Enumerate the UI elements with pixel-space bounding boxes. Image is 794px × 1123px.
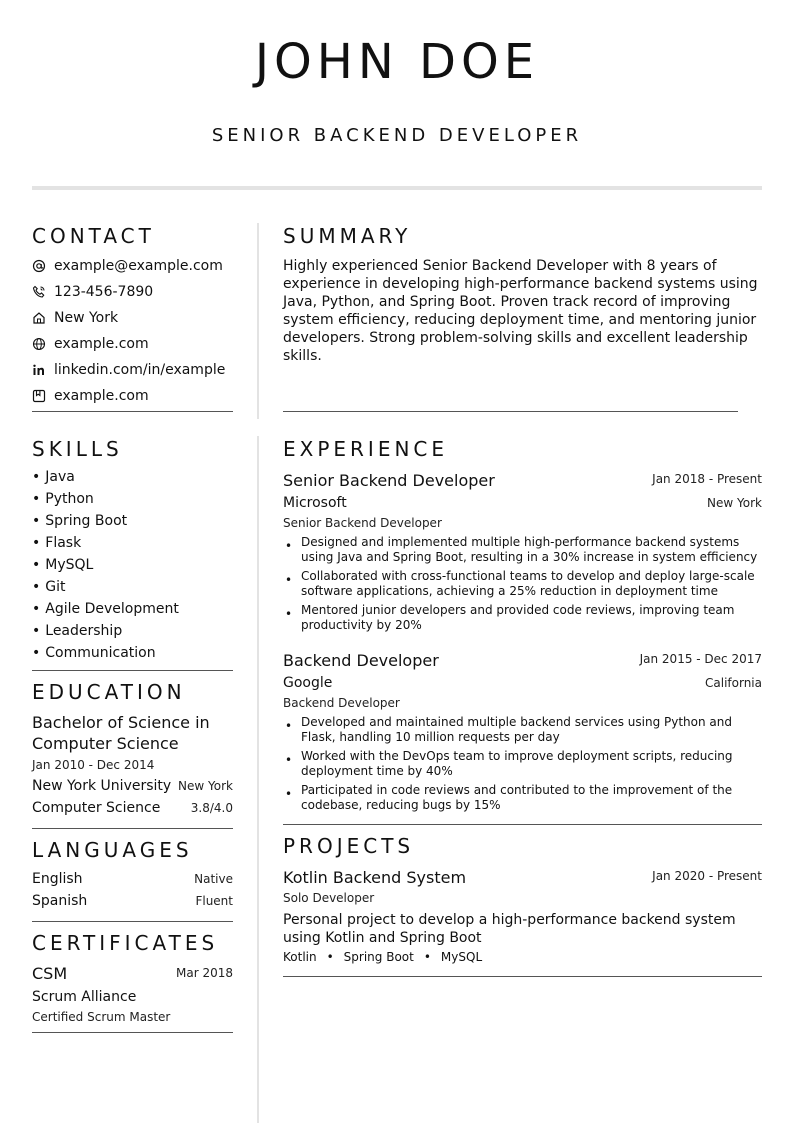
contact-phone-text: 123-456-7890 <box>54 284 154 300</box>
column-divider-bottom <box>257 436 259 1123</box>
language-name: English <box>32 871 83 887</box>
project-tag: Spring Boot <box>343 950 414 964</box>
languages-divider <box>32 921 233 922</box>
contact-linkedin[interactable] <box>32 360 225 380</box>
contact-email-text: example@example.com <box>54 258 223 274</box>
education-field: Computer Science <box>32 800 161 816</box>
skill-item <box>32 469 75 485</box>
job-dates: Jan 2018 - Present <box>652 472 762 486</box>
project-description: Personal project to develop a high-performance backend system using Kotlin and Spring Boot <box>283 912 736 946</box>
contact-website-text: example.com <box>54 336 149 352</box>
education-school: New York University <box>32 778 172 794</box>
education-degree-line1: Bachelor of Science in <box>32 713 210 732</box>
contact-phone[interactable] <box>32 282 153 302</box>
project-tag: Kotlin <box>283 950 317 964</box>
projects-heading: PROJECTS <box>283 834 415 858</box>
skill-item <box>32 645 156 661</box>
skill-item <box>32 513 127 529</box>
linkedin-icon <box>32 363 46 377</box>
job-title: Backend Developer <box>283 651 439 670</box>
language-level: Fluent <box>195 894 233 908</box>
education-degree-line2: Computer Science <box>32 734 179 753</box>
contact-divider <box>32 411 233 412</box>
project-tags <box>283 950 482 964</box>
header-divider <box>32 186 762 190</box>
job-bullets <box>283 715 763 817</box>
summary-divider <box>283 411 738 412</box>
job-company: Microsoft <box>283 495 347 511</box>
certificate-date: Mar 2018 <box>176 966 233 980</box>
skill-item-label: Java <box>45 469 75 485</box>
globe-icon <box>32 337 46 351</box>
skill-item-label: Git <box>45 579 66 595</box>
phone-icon <box>32 285 46 299</box>
job-location: California <box>705 676 762 690</box>
project-role: Solo Developer <box>283 891 375 905</box>
summary-heading: SUMMARY <box>283 224 412 248</box>
contact-portfolio[interactable] <box>32 386 149 406</box>
skills-divider <box>32 670 233 671</box>
job-company: Google <box>283 675 333 691</box>
skill-item <box>32 623 122 639</box>
job-bullet: • Developed and maintained multiple backend services using Python and Flask, handling 10 million requests per day <box>283 715 763 745</box>
education-gpa: 3.8/4.0 <box>190 801 233 815</box>
education-heading: EDUCATION <box>32 680 186 704</box>
job-dates: Jan 2015 - Dec 2017 <box>639 652 762 666</box>
home-icon <box>32 311 46 325</box>
skill-item <box>32 601 179 617</box>
job-bullet: • Designed and implemented multiple high-performance backend systems using Java and Spring Boot, resulting in a 30% increase in system efficiency <box>283 535 763 565</box>
projects-divider <box>283 976 762 977</box>
candidate-name: JOHN DOE <box>254 34 540 90</box>
job-title: Senior Backend Developer <box>283 471 495 490</box>
skills-heading: SKILLS <box>32 437 123 461</box>
contact-portfolio-text: example.com <box>54 388 149 404</box>
skill-item-label: Leadership <box>45 623 123 639</box>
contact-location-text: New York <box>54 310 119 326</box>
summary-text: Highly experienced Senior Backend Developer with 8 years of experience in developing high-performance backend systems using Java, Python, and Spring Boot. Proven track record of improving system efficiency, reducing deployment time, and mentoring junior developers. Strong problem-solving skills and excellent leadership skills. <box>283 258 758 364</box>
certificates-heading: CERTIFICATES <box>32 931 219 955</box>
bookmark-icon <box>32 389 46 403</box>
certificate-name: CSM <box>32 964 68 983</box>
tag-separator: • <box>326 950 334 964</box>
job-location: New York <box>707 496 762 510</box>
project-tag: MySQL <box>440 950 483 964</box>
contact-location <box>32 308 118 328</box>
job-role: Senior Backend Developer <box>283 516 442 530</box>
skill-item-label: Flask <box>45 535 82 551</box>
column-divider-top <box>257 223 259 419</box>
job-role: Backend Developer <box>283 696 400 710</box>
job-bullets <box>283 535 763 637</box>
at-icon <box>32 259 46 273</box>
languages-heading: LANGUAGES <box>32 838 193 862</box>
skill-item <box>32 535 81 551</box>
skill-item <box>32 557 93 573</box>
candidate-title: SENIOR BACKEND DEVELOPER <box>211 125 583 146</box>
skill-item-label: Communication <box>45 645 156 661</box>
job-bullet: • Mentored junior developers and provided code reviews, improving team productivity by 20% <box>283 603 763 633</box>
certificate-issuer: Scrum Alliance <box>32 989 137 1005</box>
contact-email[interactable] <box>32 256 223 276</box>
job-bullet: • Participated in code reviews and contributed to the improvement of the codebase, reducing bugs by 15% <box>283 783 763 813</box>
skill-item <box>32 491 94 507</box>
education-divider <box>32 828 233 829</box>
certificates-divider <box>32 1032 233 1033</box>
job-bullet: • Collaborated with cross-functional teams to develop and deploy large-scale software applications, achieving a 25% reduction in deployment time <box>283 569 763 599</box>
skill-item-label: Spring Boot <box>45 513 128 529</box>
language-level: Native <box>194 872 233 886</box>
experience-heading: EXPERIENCE <box>283 437 449 461</box>
contact-linkedin-text: linkedin.com/in/example <box>54 362 226 378</box>
skill-item-label: Python <box>45 491 94 507</box>
language-name: Spanish <box>32 893 88 909</box>
skill-item-label: Agile Development <box>45 601 179 617</box>
skill-item-label: MySQL <box>45 557 94 573</box>
contact-heading: CONTACT <box>32 224 155 248</box>
tag-separator: • <box>423 950 431 964</box>
education-dates: Jan 2010 - Dec 2014 <box>32 758 155 772</box>
contact-website[interactable] <box>32 334 149 354</box>
education-location: New York <box>178 779 233 793</box>
experience-divider <box>283 824 762 825</box>
project-dates: Jan 2020 - Present <box>652 869 762 883</box>
job-bullet: • Worked with the DevOps team to improve deployment scripts, reducing deployment time by 40% <box>283 749 763 779</box>
project-name: Kotlin Backend System <box>283 868 467 887</box>
certificate-description: Certified Scrum Master <box>32 1010 171 1024</box>
skill-item <box>32 579 66 595</box>
